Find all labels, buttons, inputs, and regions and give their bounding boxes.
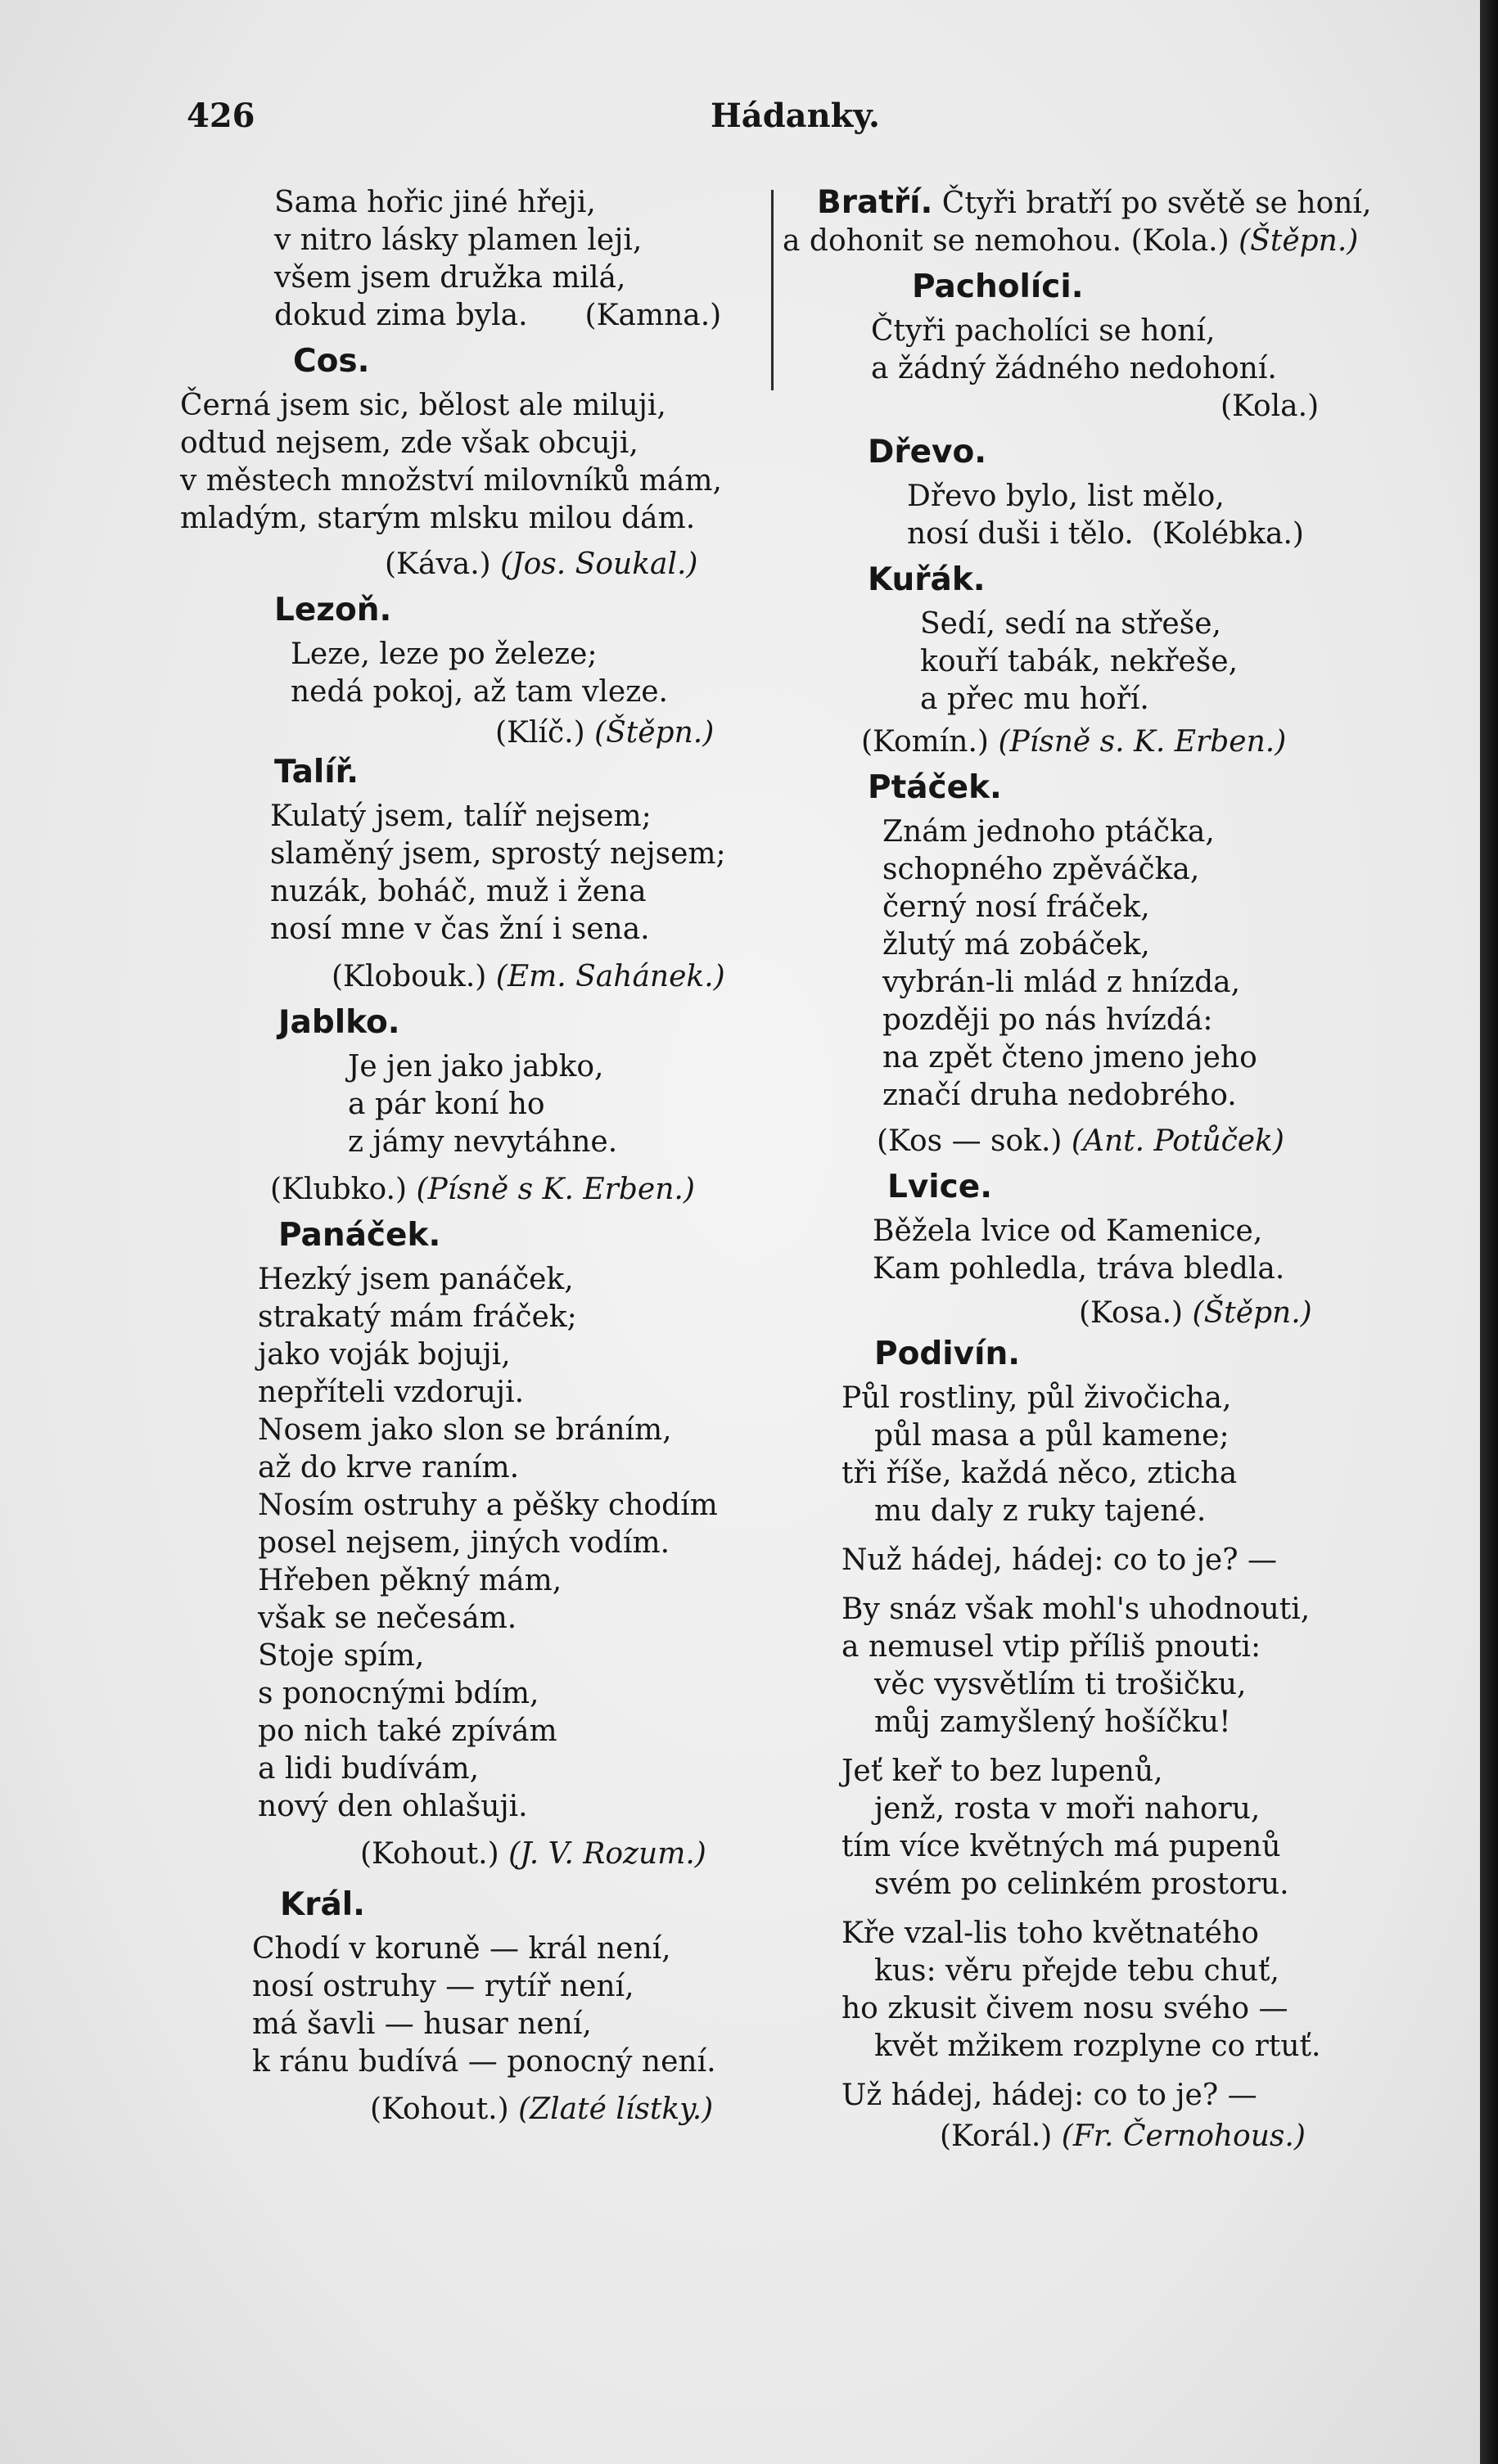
riddle-author: (Zlaté lístky.) <box>518 2092 714 2126</box>
verse-line: nový den ohlašuji. <box>258 1790 528 1823</box>
riddle-title: Kuřák. <box>868 561 986 598</box>
riddle-answer: (Kamna.) <box>584 299 722 332</box>
verse-line: a přec mu hoří. <box>920 682 1149 716</box>
riddle-source <box>180 1171 753 1209</box>
verse-line: po nich také zpívám <box>258 1714 557 1748</box>
verse-line: a žádný žádného nedohoní. <box>871 352 1277 385</box>
verse-line: Stoje spím, <box>258 1639 425 1673</box>
riddle-title: Bratří. <box>817 184 933 221</box>
verse-line: Běžela lvice od Kamenice, <box>873 1214 1263 1248</box>
verse-line: nepříteli vzdoruji. <box>258 1376 525 1409</box>
verse-line: Hřeben pěkný mám, <box>258 1564 562 1597</box>
verse-text: nosí duši i tělo. <box>907 517 1134 551</box>
page-number: 426 <box>187 97 255 135</box>
riddle-talir <box>180 752 753 996</box>
verse-line: Půl rostliny, půl živočicha, <box>841 1381 1232 1415</box>
riddle-answer: (Kohout.) <box>360 1837 499 1871</box>
verse-line: tři říše, každá něco, zticha <box>841 1457 1238 1490</box>
riddle-author: (Písně s. K. Erben.) <box>998 725 1287 759</box>
verse-line: jenž, rosta v moři nahoru, <box>874 1792 1261 1826</box>
verse-line: vybrán-li mlád z hnízda, <box>882 966 1241 999</box>
left-column <box>180 184 753 2377</box>
verse-line: Nosem jako slon se bráním, <box>258 1413 672 1447</box>
verse-line: ho zkusit čivem nosu svého — <box>841 1992 1288 2025</box>
verse-line: slaměný jsem, sprostý nejsem; <box>270 837 726 871</box>
verse-line: však se nečesám. <box>258 1601 517 1635</box>
verse-line: z jámy nevytáhne. <box>348 1125 618 1159</box>
stanza-gap <box>783 1530 1347 1542</box>
column-divider <box>771 190 774 390</box>
verse-line: značí druha nedobrého. <box>882 1079 1237 1112</box>
verse-line: s ponocnými bdím, <box>258 1677 539 1710</box>
verse-line: půl masa a půl kamene; <box>874 1419 1230 1453</box>
stanza-gap <box>783 2065 1347 2077</box>
verse-line: strakatý mám fráček; <box>258 1300 577 1334</box>
stanza-gap <box>783 1579 1347 1591</box>
riddle-source <box>180 714 753 752</box>
verse-line: černý nosí fráček, <box>882 890 1150 924</box>
verse-line: Čtyři pacholíci se honí, <box>871 314 1216 348</box>
riddle-answer: (Káva.) <box>385 547 491 581</box>
riddle-title: Lvice. <box>887 1169 993 1205</box>
verse-line: Hezký jsem panáček, <box>258 1263 574 1296</box>
riddle-title: Ptáček. <box>868 769 1002 806</box>
riddle-answer: (Klubko.) <box>270 1173 408 1206</box>
riddle-author: (Písně s K. Erben.) <box>416 1173 695 1206</box>
riddle-podivin <box>783 1334 1347 2155</box>
verse-line: nuzák, boháč, muž i žena <box>270 875 647 908</box>
riddle-kurak <box>783 560 1347 761</box>
verse-line: nosí ostruhy — rytíř není, <box>252 1970 634 2003</box>
verse-line: svém po celinkém prostoru. <box>874 1867 1289 1901</box>
riddle-title: Jablko. <box>278 1004 400 1041</box>
verse-line: k ránu budívá — ponocný není. <box>252 2045 716 2079</box>
verse-line: a lidi budívám, <box>258 1752 480 1786</box>
verse-line <box>274 297 753 335</box>
riddle-title: Dřevo. <box>868 434 987 471</box>
verse-line: nosí mne v čas žní i sena. <box>270 912 650 946</box>
verse-line: Znám jednoho ptáčka, <box>882 815 1215 849</box>
riddle-source <box>783 1295 1347 1332</box>
verse-text: Čtyři bratří po světě se honí, <box>941 187 1372 220</box>
verse-line: Leze, leze po železe; <box>291 637 598 671</box>
verse-line <box>783 223 1359 260</box>
verse-line: Kře vzal-lis toho květnatého <box>841 1917 1259 1950</box>
riddle-kral <box>180 1885 753 2128</box>
riddle-answer: (Korál.) <box>940 2119 1053 2153</box>
verse-line: Je jen jako jabko, <box>348 1050 604 1083</box>
riddle-title: Pacholíci. <box>912 268 1084 305</box>
verse-line: a nemusel vtip příliš pnouti: <box>841 1630 1261 1664</box>
verse-line: žlutý má zobáček, <box>882 928 1150 962</box>
riddle-source <box>180 2091 753 2128</box>
riddle-lvice <box>783 1167 1347 1332</box>
verse-line <box>783 184 1372 223</box>
riddle-source <box>180 958 753 996</box>
verse-line: všem jsem družka milá, <box>274 261 626 295</box>
riddle-author: (J. V. Rozum.) <box>508 1837 706 1871</box>
verse-line: schopného zpěváčka, <box>882 853 1200 886</box>
riddle-bratri <box>783 184 1372 260</box>
riddle-author: (Štěpn.) <box>594 716 715 750</box>
verse-line: Chodí v koruně — král není, <box>252 1932 671 1966</box>
riddle-answer: (Kola.) <box>1130 224 1230 258</box>
verse-line: Nuž hádej, hádej: co to je? — <box>841 1543 1277 1577</box>
verse-line: Černá jsem sic, bělost ale miluji, <box>180 389 666 422</box>
verse-line: na zpět čteno jmeno jeho <box>882 1041 1257 1074</box>
riddle-panacek <box>180 1215 753 1873</box>
page-edge-shadow <box>1480 0 1498 2464</box>
verse-line: a pár koní ho <box>348 1088 545 1121</box>
riddle-answer: (Kohout.) <box>370 2092 509 2126</box>
verse-line: jako voják bojuji, <box>258 1338 511 1372</box>
verse-line: věc vysvětlím ti trošičku, <box>874 1668 1247 1701</box>
riddle-author: (Fr. Černohous.) <box>1061 2119 1306 2153</box>
verse-line: můj zamyšlený hošíčku! <box>874 1705 1231 1739</box>
verse-line: odtud nejsem, zde však obcuji, <box>180 426 638 460</box>
riddle-source <box>180 1836 753 1873</box>
riddle-title: Král. <box>280 1886 365 1923</box>
verse-text: dokud zima byla. <box>274 299 528 332</box>
page-header <box>187 97 880 146</box>
verse-line: až do krve raním. <box>258 1451 520 1484</box>
verse-line: By snáz však mohl's uhodnouti, <box>841 1592 1311 1626</box>
verse-line: Kulatý jsem, talíř nejsem; <box>270 800 652 833</box>
verse-line: Nosím ostruhy a pěšky chodím <box>258 1489 718 1522</box>
riddle-answer: (Kola.) <box>1221 390 1320 423</box>
riddle-author: (Štěpn.) <box>1239 224 1359 258</box>
right-column <box>783 184 1372 2377</box>
riddle-answer: (Klobouk.) <box>332 960 487 993</box>
riddle-lezon <box>180 590 753 752</box>
verse-line: kouří tabák, nekřeše, <box>920 645 1239 678</box>
riddle-ptacek <box>783 768 1347 1160</box>
riddle-title: Cos. <box>293 343 370 380</box>
stanza-gap <box>783 1903 1347 1915</box>
verse-line: má šavli — husar není, <box>252 2007 592 2041</box>
riddle-pacholici <box>783 267 1347 426</box>
verse-line: nedá pokoj, až tam vleze. <box>291 675 668 709</box>
verse-line: Sedí, sedí na střeše, <box>920 607 1221 641</box>
riddle-answer: (Kosa.) <box>1079 1296 1184 1330</box>
riddle-answer: (Komín.) <box>861 725 989 759</box>
verse-line: Jeť keř to bez lupenů, <box>841 1755 1163 1788</box>
verse-line: tím více květných má pupenů <box>841 1830 1281 1863</box>
riddle-title: Podivín. <box>874 1336 1021 1372</box>
verse-line: v městech množství milovníků mám, <box>180 464 722 498</box>
verse-line: mladým, starým mlsku milou dám. <box>180 502 696 535</box>
riddle-author: (Em. Sahánek.) <box>495 960 725 993</box>
verse-line: později po nás hvízdá: <box>882 1003 1213 1037</box>
riddle-title: Talíř. <box>274 754 359 791</box>
verse-line: kus: věru přejde tebu chuť, <box>874 1954 1279 1988</box>
riddle-kamna <box>180 184 753 335</box>
verse-line: v nitro lásky plamen leji, <box>274 223 643 257</box>
stanza-gap <box>783 1741 1347 1753</box>
riddle-author: (Jos. Soukal.) <box>500 547 698 581</box>
verse-line: posel nejsem, jiných vodím. <box>258 1526 670 1560</box>
verse-text: a dohonit se nemohou. <box>783 224 1122 258</box>
verse-line <box>783 516 1347 553</box>
riddle-answer: (Kos — sok.) <box>877 1124 1063 1158</box>
riddle-source <box>783 1123 1347 1160</box>
riddle-answer: (Klíč.) <box>495 716 585 750</box>
running-head: Hádanky. <box>711 97 880 135</box>
verse-line: Kam pohledla, tráva bledla. <box>873 1252 1285 1286</box>
riddle-author: (Štěpn.) <box>1192 1296 1312 1330</box>
riddle-answer: (Kolébka.) <box>1151 517 1304 551</box>
riddle-source <box>180 546 753 583</box>
verse-line: květ mžikem rozplyne co rtuť. <box>874 2029 1321 2063</box>
riddle-cos <box>180 341 753 583</box>
riddle-title: Panáček. <box>278 1217 441 1254</box>
verse-line: Dřevo bylo, list mělo, <box>907 480 1225 513</box>
riddle-author: (Ant. Potůček) <box>1071 1124 1284 1158</box>
riddle-source <box>783 2118 1347 2155</box>
riddle-source <box>783 723 1347 761</box>
verse-line: mu daly z ruky tajené. <box>874 1494 1207 1528</box>
riddle-drevo <box>783 432 1347 553</box>
riddle-jablko <box>180 1002 753 1209</box>
verse-line: Sama hořic jiné hřeji, <box>274 186 596 219</box>
verse-line: Už hádej, hádej: co to je? — <box>841 2079 1257 2112</box>
riddle-title: Lezoň. <box>274 592 392 628</box>
